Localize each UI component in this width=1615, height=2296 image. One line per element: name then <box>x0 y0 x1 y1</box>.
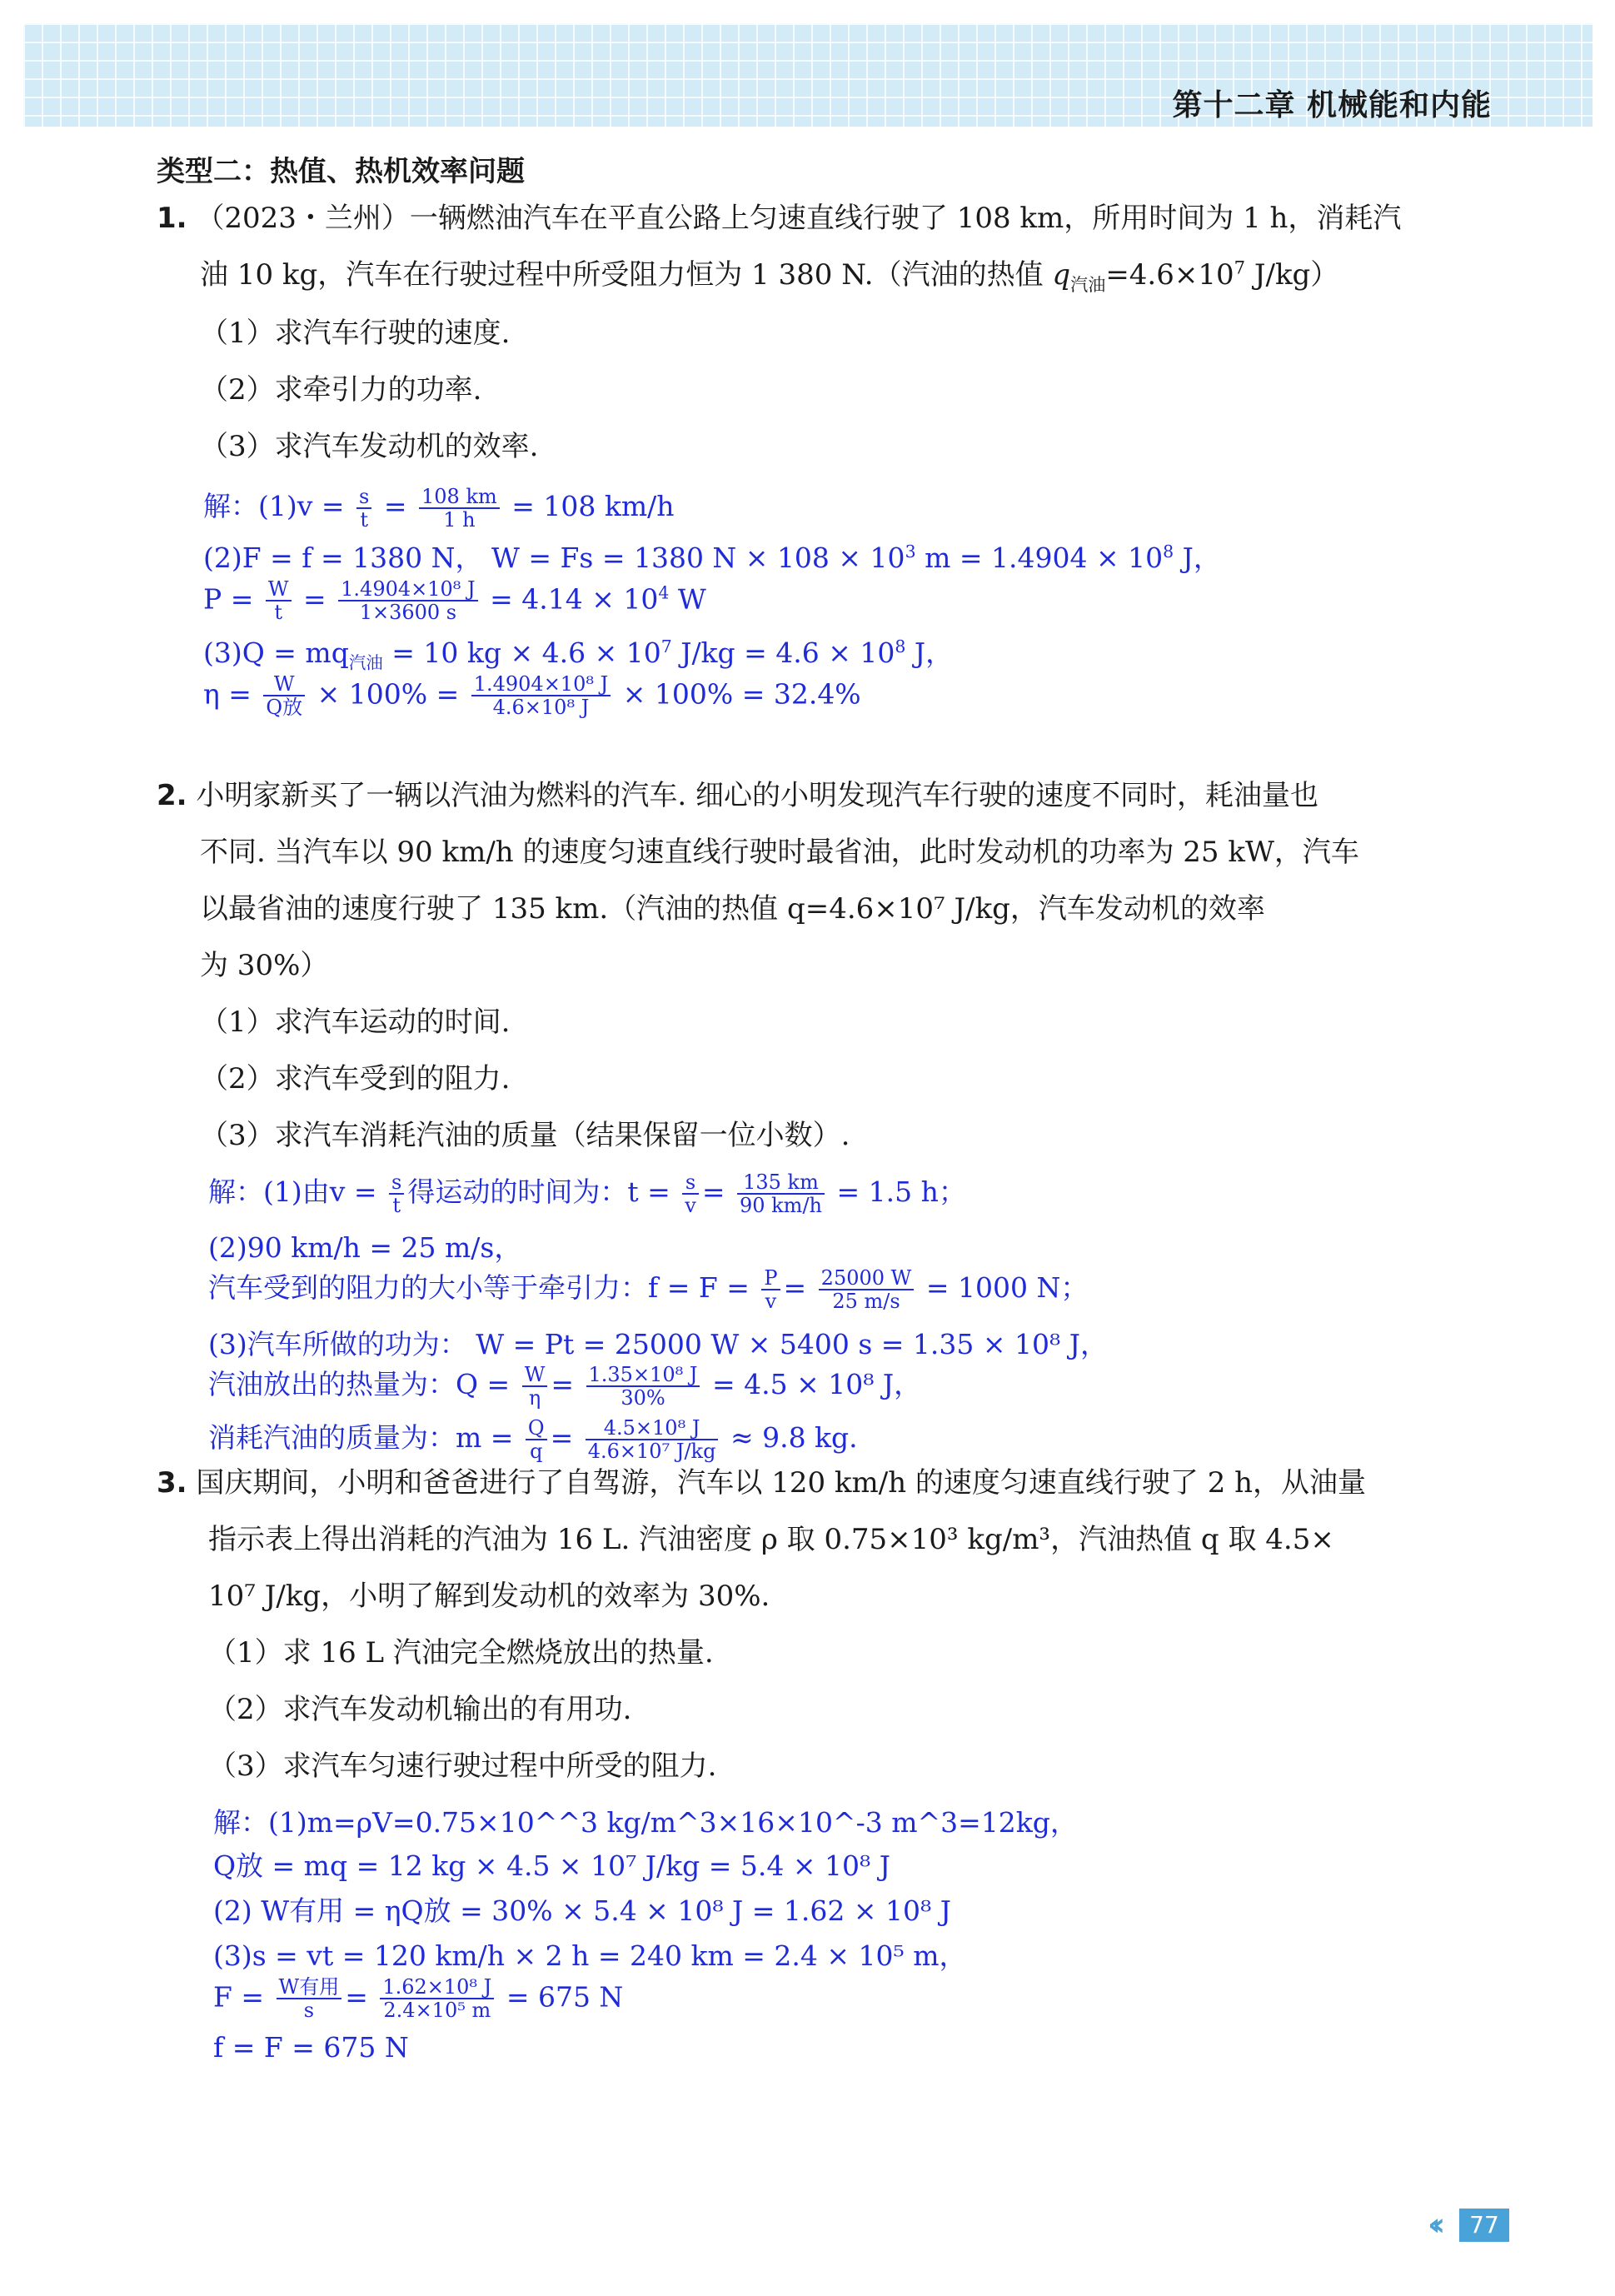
q2-answer-4: (3)汽车所做的功为： W = Pt = 25000 W × 5400 s = 1.35 × 10⁸ J， <box>208 1328 1108 1360</box>
q1-part-1: （1）求汽车行驶的速度. <box>200 317 511 350</box>
q2-part-1: （1）求汽车运动的时间. <box>200 1006 511 1039</box>
q3-answer-5: F = $\frac{\text{W有用}}{s}$ = $\frac{\text{1.62×10⁸ J}}{\text{2.4×10⁵ m}}$ = 675 N <box>213 1975 624 2023</box>
q3-line-1: 3. 国庆期间，小明和爸爸进行了自驾游，汽车以 120 km/h 的速度匀速直线行驶了 2 h，从油量 <box>157 1466 1367 1500</box>
q1-part-3: （3）求汽车发动机的效率. <box>200 430 539 463</box>
q2-part-3: （3）求汽车消耗汽油的质量（结果保留一位小数）. <box>200 1119 850 1152</box>
q1-answer-1: 解：(1)v = $\frac{s}{t}$ = $\frac{108 km}{1 h}$ = 108 km/h <box>203 484 675 532</box>
chevron-left-icon: ‹‹ <box>1428 2206 1438 2243</box>
page-number: 77 <box>1459 2209 1509 2242</box>
q3-part-3: （3）求汽车匀速行驶过程中所受的阻力. <box>208 1749 717 1783</box>
q1-line-1 <box>157 202 1401 236</box>
q2-answer-3: 汽车受到的阻力的大小等于牵引力：f = F = $\frac{P}{v}$ = $\frac{25000 W}{25 m/s}$ = 1000 N； <box>208 1265 1089 1313</box>
q3-answer-3: (2) W有用 = ηQ放 = 30% × 5.4 × 10⁸ J = 1.62 × 10⁸ J <box>213 1894 951 1927</box>
q3-part-1: （1）求 16 L 汽油完全燃烧放出的热量. <box>208 1636 714 1670</box>
q3-answer-4: (3)s = vt = 120 km/h × 2 h = 240 km = 2.4 × 10⁵ m， <box>213 1939 967 1972</box>
q2-line-1: 2. 小明家新买了一辆以汽油为燃料的汽车. 细心的小明发现汽车行驶的速度不同时，耗油量也 <box>157 779 1319 812</box>
q1-answer-4: $(3)Q = mq_{汽油} = 10$ kg × $4.6 \times 10^7$ $J/kg = 4.6 \times 10^8$ J， <box>203 636 954 673</box>
q1-answer-3: P = $\frac{W}{t}$ = $\frac{\text{1.4904×10⁸ J}}{1\times 3600 s}$ = $4.14 \times 10^4$ W <box>203 577 706 625</box>
q3-line-2: 指示表上得出消耗的汽油为 16 L. 汽油密度 ρ 取 0.75×10³ kg/m³，汽油热值 q 取 4.5× <box>208 1523 1334 1556</box>
q3-answer-1: 解：(1)m=ρV=0.75×10^^3 kg/m^3×16×10^-3 m^3=12kg， <box>213 1806 1078 1839</box>
q2-line-2: 不同. 当汽车以 90 km/h 的速度匀速直线行驶时最省油，此时发动机的功率为 25 kW，汽车 <box>200 836 1359 869</box>
q1-text-1: （2023・兰州）一辆燃油汽车在平直公路上匀速直线行驶了 108 km，所用时间为 1 h，消耗汽 <box>196 202 1402 235</box>
q3-answer-2: Q放 = mq = 12 kg × 4.5 × 10⁷ J/kg = 5.4 × 10⁸ J <box>213 1849 890 1882</box>
q3-answer-6: f = F = 675 N <box>213 2031 409 2064</box>
chapter-title: 第十二章 机械能和内能 <box>1172 88 1492 122</box>
q2-line-3: 以最省油的速度行驶了 135 km.（汽油的热值 q=4.6×10⁷ J/kg，汽车发动机的效率 <box>200 892 1265 926</box>
q1-line-2: 油 10 kg，汽车在行驶过程中所受阻力恒为 1 380 N.（汽油的热值 $q_{汽油}=4.6\times 10^7$ J/kg） <box>200 257 1339 295</box>
q3-number: 3. <box>157 1466 187 1500</box>
q3-line-3: 10⁷ J/kg，小明了解到发动机的效率为 30%. <box>208 1580 770 1613</box>
q1-answer-5: η = $\frac{W}{\text{Q放}}$ × 100% = $\frac{\text{1.4904×10⁸ J}}{\text{4.6×10⁸ J}}$ × 100% = 32.4% <box>203 672 861 720</box>
q2-answer-5: 汽油放出的热量为：Q = $\frac{W}{\eta}$ = $\frac{\text{1.35×10⁸ J}}{30\%}$ = 4.5 × 10⁸ J， <box>208 1362 922 1410</box>
q3-part-2: （2）求汽车发动机输出的有用功. <box>208 1693 632 1726</box>
q2-number: 2. <box>157 779 187 812</box>
section-title: 类型二：热值、热机效率问题 <box>157 155 525 188</box>
q2-part-2: （2）求汽车受到的阻力. <box>200 1062 511 1096</box>
q1-part-2: （2）求牵引力的功率. <box>200 373 482 407</box>
q2-line-4: 为 30%） <box>200 949 329 982</box>
q2-answer-1: 解：(1)由v = $\frac{s}{t}$ 得运动的时间为：t = $\frac{s}{v}$ = $\frac{135 km}{90 km/h}$ = 1.5 h； <box>208 1170 966 1217</box>
q1-number: 1. <box>157 202 187 235</box>
q2-answer-2: (2)90 km/h = 25 m/s， <box>208 1231 522 1264</box>
q1-answer-2: (2)F = f = 1380 N， W = Fs = 1380 $N \times 108 \times 10^3$ $m = 1.4904 \times 10^8$ J， <box>203 542 1221 574</box>
q2-answer-6: 消耗汽油的质量为：m = $\frac{Q}{q}$ = $\frac{\text{4.5×10⁸ J}}{\text{4.6×10⁷ J/kg}}$ ≈ 9.8 kg. <box>208 1415 858 1463</box>
